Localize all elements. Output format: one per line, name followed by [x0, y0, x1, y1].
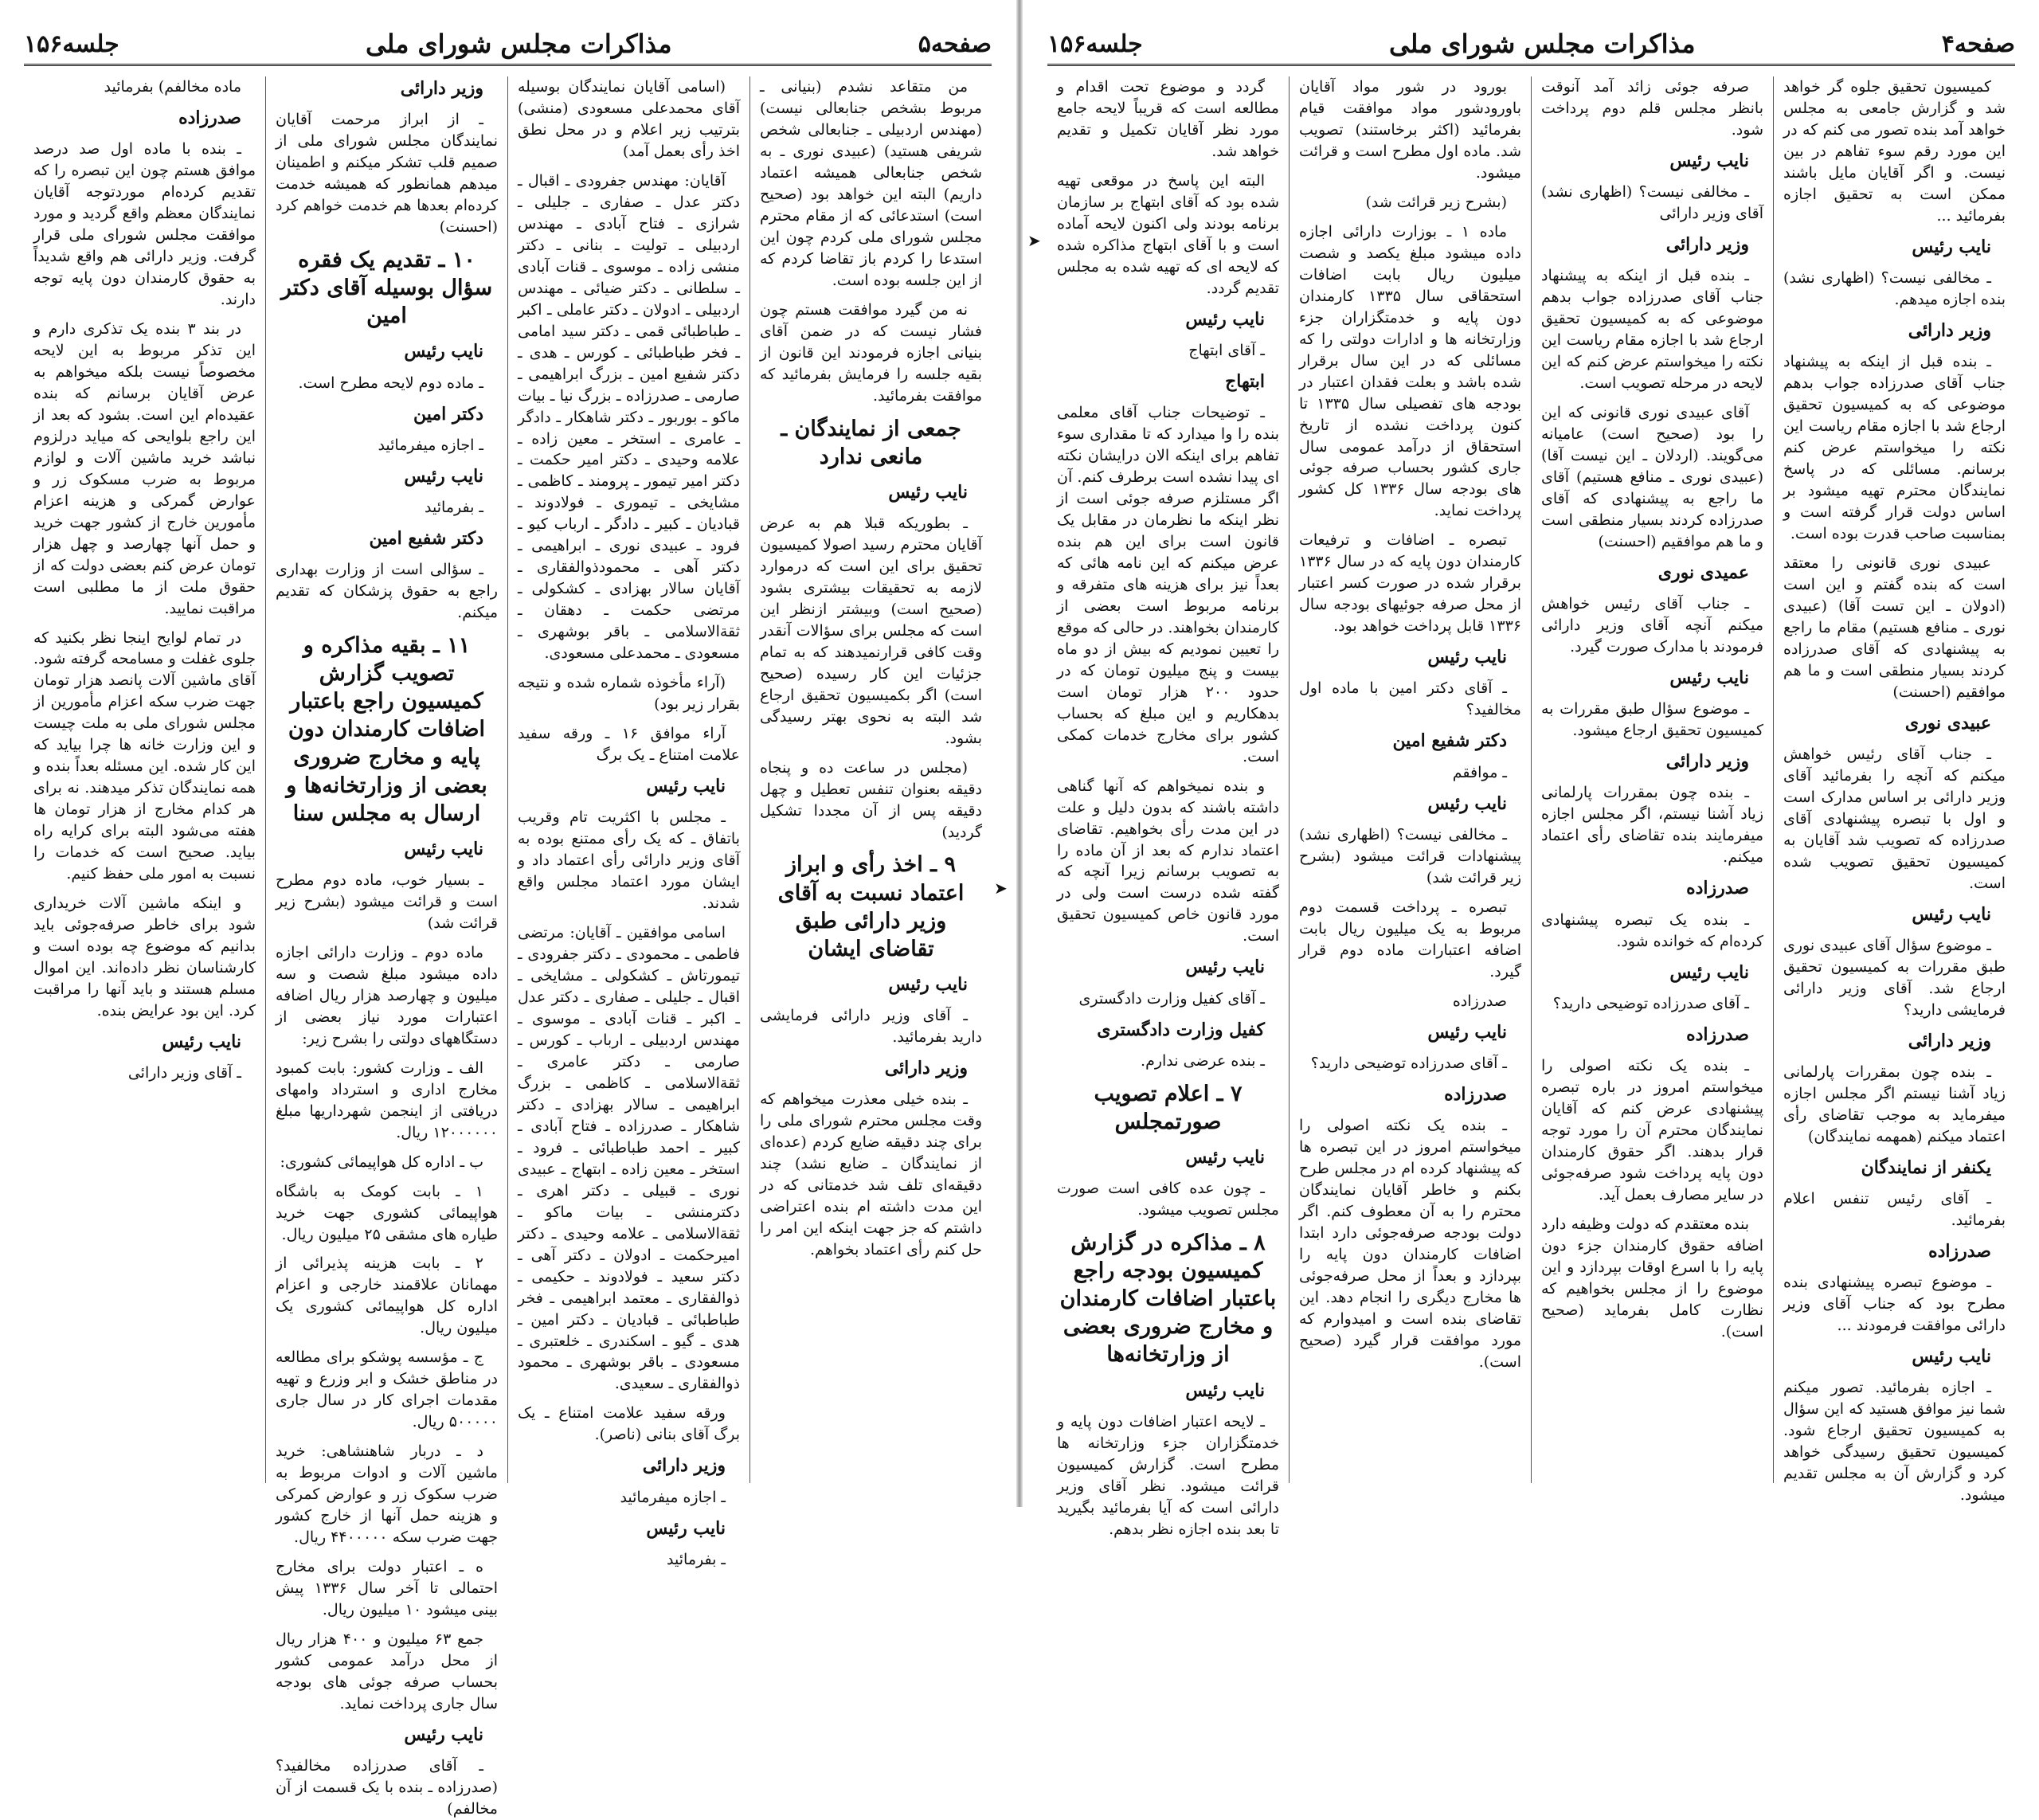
- paragraph: ـ توضیحات جناب آقای معلمی بنده را وا میدارد که تا مقداری سوء تفاهم برای اینکه الان درایشان نکته ای پیدا نشده است برطرف کنم. آن اگر مستلزم صرفه جوئی است از نظر اینکه ما نظرمان در مقابل یک قانون است برای این هم بنده عرض میکنم که این نامه هائی که بعداً نیز برای هزینه های متفرقه و برنامه مربوط است بعضی از کارمندان بخواهند. در حالی که موقع را تعیین نمودیم که بیش از دو ماه بیست و پنج میلیون تومان که در حدود ۲۰۰ هزار تومان است بدهکاریم و این مبلغ که بحساب کشور برای مخارج خدمات کمکی است.: [1057, 404, 1279, 765]
- paragraph: ج ـ مؤسسه پوشکو برای مطالعه در مناطق خشک و ابر وزرع و تهیه مقدمات اجرای کار در سال جاری ۵۰۰۰۰۰ ریال.: [276, 1348, 498, 1431]
- paragraph: (مجلس در ساعت ده و پنجاه دقیقه بعنوان تنفس تعطیل و چهل دقیقه پس از آن مجددا تشکیل گردید): [760, 758, 982, 841]
- paragraph: (بشرح زیر قرائت شد): [1365, 193, 1507, 211]
- paragraph: الف ـ وزارت کشور: بابت کمبود مخارج اداری و استرداد وامهای دریافتی از اینجمن شهرداریها مبلغ ۱۲۰۰۰۰۰۰ ریال.: [276, 1059, 498, 1141]
- paragraph: ـ مخالفی نیست؟ (اظهاری نشد) بنده اجازه میدهم.: [1783, 269, 2006, 308]
- column: [24, 76, 265, 1483]
- speaker-name: نایب رئیس: [1912, 903, 1991, 925]
- paragraph: صدرزاده: [1452, 992, 1507, 1010]
- left-page-title: مذاکرات مجلس شورای ملی: [365, 29, 672, 59]
- speaker-name: نایب رئیس: [1912, 1346, 1991, 1368]
- paragraph: ـ لایحه اعتبار اضافات دون پایه و خدمتگزاران جزء وزارتخانه ها مطرح است. گزارش کمیسیون قرائت میشود. نظر آقای وزیر دارائی است که آیا بفرمائید بگیرید تا بعد بنده اجازه نظر بدهم.: [1057, 1412, 1279, 1538]
- continuation-arrow-icon: ➤: [1027, 231, 1041, 250]
- paragraph: ـ بنده عرضی ندارم.: [1141, 1051, 1265, 1070]
- speaker-name: وزیر دارائی: [642, 1455, 726, 1477]
- right-page: [1023, 0, 2039, 1538]
- paragraph: ـ چون عده کافی است صورت مجلس تصویب میشود.: [1057, 1180, 1279, 1219]
- paragraph: ـ اجازه میفرمائید: [378, 436, 483, 454]
- section-heading: جمعی از نمایندگان ـ مانعی ندارد: [781, 416, 961, 469]
- paragraph: ۱ ـ بابت کومک به باشگاه هواپیمائی کشوری جهت خرید طیاره های مشقی ۲۵ میلیون ریال.: [276, 1182, 498, 1243]
- book-spine: [1016, 0, 1023, 1507]
- speaker-name: نایب رئیس: [162, 1031, 241, 1052]
- column: [265, 76, 507, 1818]
- paragraph: بورود در شور مواد آقایان باورودشور مواد موافقت قیام بفرمائید (اکثر برخاستند) تصویب شد. ماده اول مطرح است و قرائت میشود.: [1299, 78, 1521, 182]
- paragraph: ـ آقای صدرزاده توضیحی دارید؟: [1310, 1054, 1507, 1072]
- paragraph: ـ موضوع تبصره پیشنهادی بنده مطرح بود که جناب آقای وزیر دارائی موافقت فرمودند ...: [1783, 1274, 2006, 1335]
- speaker-name: نایب رئیس: [646, 776, 726, 797]
- paragraph: د ـ دربار شاهنشاهی: خرید ماشین آلات و ادوات مربوط به ضرب سکوک زر و عوارض کمرکی و هزینه حمل آنها از خارج کشور جهت ضرب سکه ۴۴۰۰۰۰۰ ریال.: [276, 1442, 498, 1547]
- speaker-name: وزیر دارائی: [400, 78, 483, 99]
- speaker-name: نایب رئیس: [404, 838, 483, 859]
- speaker-name: نایب رئیس: [1669, 667, 1749, 689]
- section-heading: ۱۱ ـ بقیه مذاکره و تصویب گزارش کمیسیون راجع باعتبار اضافات کارمندان دون پایه و مخارج ضروری بعضی از وزارتخانه‌ها و ارسال به مجلس سنا: [286, 633, 487, 826]
- left-page-header: [24, 24, 992, 66]
- paragraph: بنده معتقدم که دولت وظیفه دارد اضافه حقوق کارمندان جزء دون پایه را با اسرع اوقات بپردازد و این موضوع را از مجلس بخواهیم که نظارت کامل بفرماید (صحیح است).: [1541, 1215, 1763, 1341]
- paragraph: ـ از ابراز مرحمت آقایان نمایندگان مجلس شورای ملی از صمیم قلب تشکر میکنم و اطمینان میدهم همانطور که همیشه خدمت کرده‌ام بعدها هم خدمت خواهم کرد (احسنت): [276, 111, 498, 237]
- paragraph: ـ بنده خیلی معذرت میخواهم که وقت مجلس محترم شورای ملی را برای چند دقیقه ضایع کردم (عده‌ای از نمایندگان ـ ضایع نشد) چند دقیقه‌ای تلف شد خدمتانی که در این مدت داشته ام بنده اعتراضی داشتم که جز جهت اینکه این امر را حل کنم رأی اعتماد بخواهم.: [760, 1090, 982, 1259]
- section-heading: ۱۰ ـ تقدیم یک فقره سؤال بوسیله آقای دکتر امین: [280, 248, 493, 329]
- paragraph: ـ آقای وزیر دارائی: [127, 1064, 241, 1082]
- left-page-session: جلسه۱۵۶: [24, 29, 119, 58]
- paragraph: ـ مخالفی نیست؟ (اظهاری نشد) آقای وزیر دارائی: [1541, 183, 1763, 223]
- speaker-name: نایب رئیس: [404, 341, 483, 362]
- paragraph: ب ـ اداره کل هواپیمائی کشوری:: [280, 1153, 483, 1171]
- paragraph: نه من گیرد موافقت هستم چون فشار نیست که در ضمن آقای بنیانی اجازه فرمودند این قانون از بقیه جلسه را فرمایش بفرمائید که موافقت بفرمائید.: [760, 300, 982, 405]
- paragraph: عبیدی نوری قانونی را معتقد است که بنده گفتم و این است (ادولان ـ این تست آقا) (عبیدی نوری ـ منافع هستیم) مقام ما راجع به پیشنهادی که آقای صدرزاده کردند بسیار منطقی است و ما هم موافقیم (احسنت): [1783, 554, 2006, 701]
- paragraph: ـ بنده با ماده اول صد درصد موافق هستم چون این تبصره را که تقدیم کرده‌ام موردتوجه آقایان نمایندگان معظم واقع گردید و مورد موافقت مجلس شورای ملی قرار گرفت. وزیر دارائی هم واقع شدیداً به حقوق کارمندان دون پایه توجه دارند.: [33, 140, 256, 308]
- paragraph: تبصره ـ اضافات و ترفیعات کارمندان دون پایه که در سال ۱۳۳۶ برقرار شده در صورت کسر اعتبار از محل صرفه جوئیهای بودجه سال ۱۳۳۶ قابل پرداخت خواهد بود.: [1299, 531, 1521, 636]
- paragraph: ـ آقای رئیس تنفس اعلام بفرمائید.: [1783, 1190, 2006, 1230]
- speaker-name: نایب رئیس: [1427, 793, 1507, 814]
- speaker-name: دکتر شفیع امین: [369, 527, 483, 549]
- left-page-number: صفحه۵: [918, 29, 992, 58]
- paragraph: جمع ۶۳ میلیون و ۴۰۰ هزار ریال از محل درآمد عمومی کشور بحساب صرفه جوئی های بودجه سال جاری پرداخت نماید.: [276, 1630, 498, 1712]
- paragraph: ـ اجازه بفرمائید. تصور میکنم شما نیز موافق هستید که این سؤال به کمیسیون تحقیق ارجاع شود. کمیسیون تحقیق رسیدگی خواهد کرد و گزارش آن به مجلس تقدیم میشود.: [1783, 1379, 2006, 1505]
- paragraph: ـ بفرمائید: [425, 498, 483, 516]
- speaker-name: وزیر دارائی: [884, 1058, 968, 1079]
- paragraph: ـ بنده قبل از اینکه به پیشنهاد جناب آقای صدرزاده جواب بدهم موضوعی که به کمیسیون تحقیق ارجاع شد با اجازه مقام ریاست این نکته را میخواستم عرض کنم برسانم. مسائلی که در پاسخ نمایندگان محترم تهیه میشود بر اساس دولت قرار گرفته است و بمناسبت صاحب قدرت بوده است.: [1783, 353, 2006, 542]
- speaker-name: نایب رئیس: [1912, 236, 1991, 257]
- paragraph: و اینکه ماشین آلات خریداری شود برای خاطر صرفه‌جوئی باید بدانیم که موضوع چه بوده است و کارشناسان نظر داده‌اند. این اموال مسلم هستند و باید آنها را مراقبت کرد. این بود عرایض بنده.: [33, 894, 256, 1020]
- paragraph: ـ بنده قبل از اینکه به پیشنهاد جناب آقای صدرزاده جواب بدهم موضوعی که به کمیسیون تحقیق ارجاع شد با اجازه مقام ریاست این نکته را میخواستم عرض کنم که این لایحه در مرحله تصویب است.: [1541, 267, 1763, 393]
- paragraph: ـ بنده یک نکته اصولی را میخواستم امروز در این تبصره ها که پیشنهاد کرده ام در مجلس طرح بکنم و خاطر آقایان نمایندگان محترم را به آن معطوف کنم. اگر دولت بودجه صرفه‌جوئی دارد ابتدا اضافات کارمندان دون پایه را بپردازد و بعداً از محل صرفه‌جوئی ها مخارج دیگری را انجام دهد. این تقاضای بنده است و امیدوارم که مورد موافقت قرار گیرد (صحیح است).: [1299, 1117, 1521, 1371]
- speaker-name: نایب رئیس: [1669, 961, 1749, 983]
- speaker-name: صدرزاده: [1928, 1241, 1991, 1262]
- column: [1773, 76, 2015, 1505]
- speaker-name: وزیر دارائی: [1665, 751, 1749, 773]
- paragraph: در بند ۳ بنده یک تذکری دارم و این تذکر مربوط به این لایحه مخصوصاً نیست بلکه میخواهم به عرض آقایان برسانم که بنده عقیده‌ام این است. بشود که بعد از این راجع بلوایحی که میاید درلزوم نباشد خرید ماشین آلات و لوازم مربوط به ضرب مسکوک زر و عوارض گمرکی و هزینه اعزام مأمورین خارج از کشور جهت خرید و حمل آنها چهارصد و چهل هزار تومان عرض کنم بعضی دولت که از حقوق ملت از ما مطلبی است مراقبت نمایید.: [33, 319, 256, 617]
- speaker-name: نایب رئیس: [404, 465, 483, 487]
- paragraph: ـ جناب آقای رئیس خواهش میکنم که آنچه را بفرمائید آقای وزیر دارائی بر اساس مدارک است و اول با تبصره پیشنهادی آقای صدرزاده که تصویب شد آقایان به کمیسیون تحقیق تصویب شده است.: [1783, 745, 2006, 892]
- paragraph: من متقاعد نشدم (بنیانی ـ مربوط بشخص جنابعالی نیست) (مهندس اردبیلی ـ جنابعالی شخص شریفی هستید) (عبیدی نوری ـ به شخص جنابعالی همیشه اعتماد داریم) البته این خواهد بود (صحیح است) استدعائی که از مقام محترم مجلس شورای ملی کردم چون این استدعا را کردم باز تقاضا کردم که از این جلسه بوده است.: [760, 78, 982, 289]
- paragraph: (آراء مأخوذه شماره شده و نتیجه بقرار زیر بود): [518, 674, 740, 714]
- column: [507, 76, 749, 1568]
- paragraph: ماده دوم ـ وزارت دارائی اجازه داده میشود مبلغ شصت و سه میلیون و چهارصد هزار ریال اضافه اعتبارات مورد نیاز بعضی از دستگاههای دولتی را بشرح زیر:: [276, 943, 498, 1047]
- paragraph: ـ سؤالی است از وزارت بهداری راجع به حقوق پزشکان که تقدیم میکنم.: [276, 561, 498, 622]
- paragraph: آقای عبیدی نوری قانونی که این را بود (صحیح است) عامیانه می‌گویند. (اردلان ـ این نیست آقا) (عبیدی نوری ـ منافع هستیم) آقای ما راجع به پیشنهادی که آقای صدرزاده کردند بسیار منطقی است و ما هم موافقیم (احسنت): [1541, 404, 1763, 550]
- paragraph: (اسامی آقایان نمایندگان بوسیله آقای محمدعلی مسعودی (منشی) بترتیب زیر اعلام و در محل نطق اخذ رأی بعمل آمد): [518, 78, 740, 160]
- paragraph: ـ موضوع سؤال آقای عبیدی نوری طبق مقررات به کمیسیون تحقیق ارجاع شد. آقای وزیر دارائی فرمایشی دارید؟: [1783, 936, 2006, 1019]
- paragraph: ـ بنده چون بمقررات پارلمانی زیاد آشنا نیستم، اگر مجلس اجازه میفرمایند بنده تقاضای رأی اعتماد میکنم.: [1541, 784, 1763, 867]
- paragraph: ـ آقای صدرزاده توضیحی دارید؟: [1552, 994, 1749, 1012]
- paragraph: ـ بنده یک نکته اصولی را میخواستم امروز در باره تبصره پیشنهادی عرض کنم که آقایان نمایندگان محترم آن را مورد توجه قرار بدهند. اگر حقوق کارمندان دون پایه پرداخت شود صرفه‌جوئی در سایر مصارف بعمل آید.: [1541, 1056, 1763, 1204]
- speaker-name: عبیدی نوری: [1904, 712, 1991, 734]
- speaker-name: صدرزاده: [1686, 878, 1749, 899]
- left-page: [0, 0, 1016, 1818]
- speaker-name: نایب رئیس: [646, 1517, 726, 1539]
- paragraph: ـ آقای ابتهاج: [1188, 341, 1265, 359]
- column: [1047, 76, 1289, 1538]
- speaker-name: نایب رئیس: [1427, 1021, 1507, 1043]
- paragraph: ـ آقای کفیل وزارت دادگستری: [1078, 989, 1265, 1008]
- right-page-title: مذاکرات مجلس شورای ملی: [1388, 29, 1696, 59]
- speaker-name: صدرزاده: [1444, 1083, 1507, 1105]
- column: [749, 76, 992, 1483]
- speaker-name: کفیل وزارت دادگستری: [1097, 1019, 1265, 1040]
- paragraph: ـ مجلس با اکثریت تام وقریب باتفاق ـ که یک رأی ممتنع بوده به آقای وزیر دارائی رأی اعتماد داد و ایشان مورد اعتماد مجلس واقع شدند.: [518, 808, 740, 913]
- speaker-name: یکنفر از نمایندگان: [1861, 1157, 1991, 1178]
- paragraph: ـ آقای وزیر دارائی فرمایشی دارید بفرمائید.: [760, 1007, 982, 1047]
- paragraph: اسامی موافقین ـ آقایان: مرتضی فاطمی ـ محمودی ـ دکتر جفرودی ـ تیمورتاش ـ کشکولی ـ مشایخی ـ اقبال ـ جلیلی ـ صفاری ـ دکتر عدل ـ اکبر ـ قنات آبادی ـ موسوی ـ مهندس اردبیلی ـ ارباب ـ کورس ـ صارمی ـ دکتر عامری ـ ثقةالاسلامی ـ کاظمی ـ بزرگ ابراهیمی ـ سالار بهزادی ـ دکتر شاهکار ـ صدرزاده ـ فتاح آبادی ـ کبیر ـ احمد طباطبائی ـ فرود ـ استخر ـ معین زاده ـ ابتهاج ـ عبیدی نوری ـ قبیلی ـ دکتر اهری ـ دکترمنشی ـ بیات ماکو ـ ثقةالاسلامی ـ علامه وحیدی ـ دکتر امیرحکمت ـ ادولان ـ دکتر آهی ـ دکتر سعید ـ فولادوند ـ حکیمی ـ ذوالفقاری ـ معتمد ابراهیمی ـ فخر طباطبائی ـ قبادیان ـ دکتر امین ـ هدی ـ گیو ـ اسکندری ـ خلعتبری ـ مسعودی ـ باقر بوشهری ـ محمود ذوالفقاری ـ سعیدی.: [518, 924, 740, 1393]
- paragraph: ـ بنده یک تبصره پیشنهادی کرده‌ام که خوانده شود.: [1541, 910, 1763, 950]
- paragraph: ـ موضوع سؤال طبق مقررات به کمیسیون تحقیق ارجاع میشود.: [1541, 700, 1763, 740]
- paragraph: ۲ ـ بابت هزینه پذیرائی از مهمانان علاقمند خارجی و اعزام اداره کل هواپیمائی کشوری یک میلیون ریال.: [276, 1254, 498, 1337]
- speaker-name: نایب رئیس: [1185, 1146, 1265, 1168]
- speaker-name: وزیر دارائی: [1665, 234, 1749, 256]
- speaker-name: نایب رئیس: [404, 1724, 483, 1745]
- paragraph: ـ آقای دکتر امین با ماده اول مخالفید؟: [1299, 679, 1521, 719]
- speaker-name: نایب رئیس: [1669, 150, 1749, 171]
- right-page-number: صفحه۴: [1941, 29, 2015, 58]
- right-page-header: [1047, 24, 2015, 66]
- paragraph: ـ ماده دوم لایحه مطرح است.: [298, 374, 483, 392]
- right-page-columns: [1047, 76, 2015, 1538]
- paragraph: ـ مخالفی نیست؟ (اظهاری نشد) پیشنهادات قرائت میشود (بشرح زیر قرائت شد): [1299, 825, 1521, 887]
- paragraph: ـ آقای صدرزاده مخالفید؟ (صدرزاده ـ بنده با یک قسمت از آن مخالفم): [276, 1757, 498, 1818]
- speaker-name: دکتر شفیع امین: [1392, 730, 1507, 752]
- paragraph: و بنده نمیخواهم که آنها گناهی داشته باشند که بدون دلیل و علت در این مدت رأی بخواهیم. تقاضای اعتماد ندارم که بعد از آن ماده را به تصویب برسانم زیرا آنچه که گفته شده درست است ولی در مورد قانون خاص کمیسیون تحقیق است.: [1057, 777, 1279, 945]
- paragraph: گردد و موضوع تحت اقدام و مطالعه است که قریباً لایحه جامع مورد نظر آقایان تکمیل و تقدیم خواهد شد.: [1057, 78, 1279, 160]
- section-heading: ۹ ـ اخذ رأی و ابراز اعتماد نسبت به آقای وزیر دارائی طبق تقاضای ایشان: [777, 852, 965, 961]
- paragraph: البته این پاسخ در موقعی تهیه شده بود که آقای ابتهاج بر سازمان برنامه بودند ولی اکنون لایحه آماده است و با آقای ابتهاج مذاکره شده که لایحه ای که تهیه شده به مجلس تقدیم گردد.: [1057, 171, 1279, 297]
- column: [1289, 76, 1531, 1483]
- speaker-name: صدرزاده: [1686, 1024, 1749, 1045]
- paragraph: ـ اجازه میفرمائید: [620, 1488, 726, 1506]
- paragraph: ه ـ اعتبار دولت برای مخارج احتمالی تا آخر سال ۱۳۳۶ پیش بینی میشود ۱۰ میلیون ریال.: [276, 1558, 498, 1618]
- speaker-name: نایب رئیس: [1427, 647, 1507, 668]
- paragraph: ـ بفرمائید: [667, 1550, 726, 1568]
- speaker-name: دکتر امین: [413, 403, 483, 425]
- continuation-arrow-icon: ➤: [994, 879, 1008, 898]
- paragraph: ـ جناب آقای رئیس خواهش میکنم آنچه آقای وزیر دارائی فرمودند با مدارک صورت گیرد.: [1541, 595, 1763, 656]
- speaker-name: عمیدی نوری: [1657, 562, 1749, 583]
- speaker-name: وزیر دارائی: [1908, 1030, 1991, 1051]
- paragraph: ماده ۱ ـ بوزارت دارائی اجازه داده میشود مبلغ یکصد و شصت میلیون ریال بابت اضافات استحقاقی سال ۱۳۳۵ کارمندان دون پایه و خدمتگزاران جزء وزارتخانه ها و ادارات دولتی را که مسائلی که در این سال برقرار شده باشد و بعلت فقدان اعتبار در بودجه های تفصیلی سال ۱۳۳۵ تا کنون پرداخت نشده از تاریخ استحقاق از درآمد عمومی سال جاری کشور بحساب صرفه جوئی های بودجه سال ۱۳۳۶ کل کشور پرداخت نماید.: [1299, 222, 1522, 520]
- paragraph: صرفه جوئی زائد آمد آنوقت بانظر مجلس قلم دوم پرداخت شود.: [1541, 78, 1763, 139]
- speaker-name: نایب رئیس: [888, 973, 968, 995]
- speaker-name: ابتهاج: [1225, 370, 1265, 392]
- paragraph: ـ موافقم: [1452, 763, 1507, 781]
- paragraph: ـ بطوریکه قبلا هم به عرض آقایان محترم رسید اصولا کمیسیون تحقیق برای این است که درموارد لازمه به تحقیقات بیشتری بشود (صحیح است) وبیشتر ازنظر این است که مجلس برای سؤالات آنقدر وقت کافی قرارنمیدهند که به تمام جزئیات این کار رسیده (صحیح است) اگر بکمیسیون تحقیق ارجاع شد البته به نحوی بهتر رسیدگی بشود.: [760, 514, 982, 747]
- paragraph: آقایان: مهندس جفرودی ـ اقبال ـ دکتر عدل ـ صفاری ـ جلیلی ـ شرازی ـ فتاح آبادی ـ مهندس اردبیلی ـ تولیت ـ بنانی ـ دکتر منشی زاده ـ موسوی ـ قنات آبادی ـ سلطانی ـ دکتر ضیائی ـ مهندس اردبیلی ـ ادولان ـ دکتر عاملی ـ اکبر ـ طباطبائی قمی ـ دکتر سید امامی ـ فخر طباطبائی ـ کورس ـ هدی ـ دکتر شفیع امین ـ بزرگ ابراهیمی ـ صارمی ـ صدرزاده ـ بزرگ نیا ـ بیات ماکو ـ بوربور ـ دکتر شاهکار ـ دادگر ـ عامری ـ استخر ـ معین زاده ـ علامه وحیدی ـ دکتر امیر حکمت ـ دکتر امیر تیمور ـ پرومند ـ کاظمی ـ مشایخی ـ تیموری ـ فولادوند ـ قبادیان ـ کبیر ـ دادگر ـ ارباب کیو ـ فرود ـ عبیدی نوری ـ ابراهیمی ـ دکتر آهی ـ محمودذوالفقاری ـ آقایان سالار بهزادی ـ کشکولی ـ مرتضی حکمت ـ دهقان ـ ثقةالاسلامی ـ باقر بوشهری ـ مسعودی ـ محمدعلی مسعودی.: [518, 171, 740, 663]
- paragraph: ـ بنده چون بمقررات پارلمانی زیاد آشنا نیستم اگر مجلس اجازه میفرماید به موجب تقاضای رأی اعتماد میکنم (همهمه نمایندگان): [1783, 1063, 2006, 1145]
- speaker-name: نایب رئیس: [1185, 1380, 1265, 1401]
- paragraph: ورقه سفید علامت امتناع ـ یک برگ آقای بنانی (ناصر).: [518, 1404, 740, 1444]
- speaker-name: نایب رئیس: [1185, 308, 1265, 330]
- paragraph: ماده مخالفم) بفرمائید: [104, 78, 241, 96]
- paragraph: در تمام لوایح اینجا نظر بکنید که جلوی غفلت و مسامحه گرفته شود. آقای ماشین آلات پانصد هزار تومان جهت ضرب سکه اعزام مأمورین از مجلس شورای ملی به ملت چیست و این وزارت خانه ها چرا بیاید که این کار شده. این مسئله بعداً بنده و همه نمایندگان تذکر میدهند. نه برای هر کدام مخارج از هزار تومان ها هفته می‌شود البته برای کرایه راه بیاید. صحیح است که خدمات را نسبت به امور ملی حفظ کنیم.: [33, 628, 256, 883]
- speaker-name: نایب رئیس: [1185, 957, 1265, 978]
- column: [1531, 76, 1773, 1483]
- paragraph: تبصره ـ پرداخت قسمت دوم مربوط به یک میلیون ریال بابت اضافه اعتبارات ماده دوم قرار گیرد.: [1299, 898, 1521, 980]
- section-heading: ۸ ـ مذاکره در گزارش کمیسیون بودجه راجع باعتبار اضافات کارمندان و مخارج ضروری بعضی از وزارتخانه‌ها: [1059, 1231, 1277, 1368]
- right-page-session: جلسه۱۵۶: [1047, 29, 1143, 58]
- speaker-name: نایب رئیس: [888, 481, 968, 503]
- paragraph: آراء موافق ۱۶ ـ ورقه سفید علامت امتناع ـ یک برگ: [518, 725, 740, 765]
- section-heading: ۷ ـ اعلام تصویب صورتمجلس: [1094, 1081, 1243, 1134]
- speaker-name: صدرزاده: [178, 107, 241, 128]
- paragraph: ـ بسیار خوب، ماده دوم مطرح است و قرائت میشود (بشرح زیر قرائت شد): [276, 871, 498, 932]
- paragraph: کمیسیون تحقیق جلوه گر خواهد شد و گزارش جامعی به مجلس خواهد آمد بنده تصور می کنم که در این مورد رقم سوء تفاهم در بین نیست. و اگر آقایان مایل باشند ممکن است به تحقیق اجازه بفرمائید ...: [1783, 78, 2006, 225]
- speaker-name: وزیر دارائی: [1908, 319, 1991, 341]
- left-page-columns: [24, 76, 992, 1818]
